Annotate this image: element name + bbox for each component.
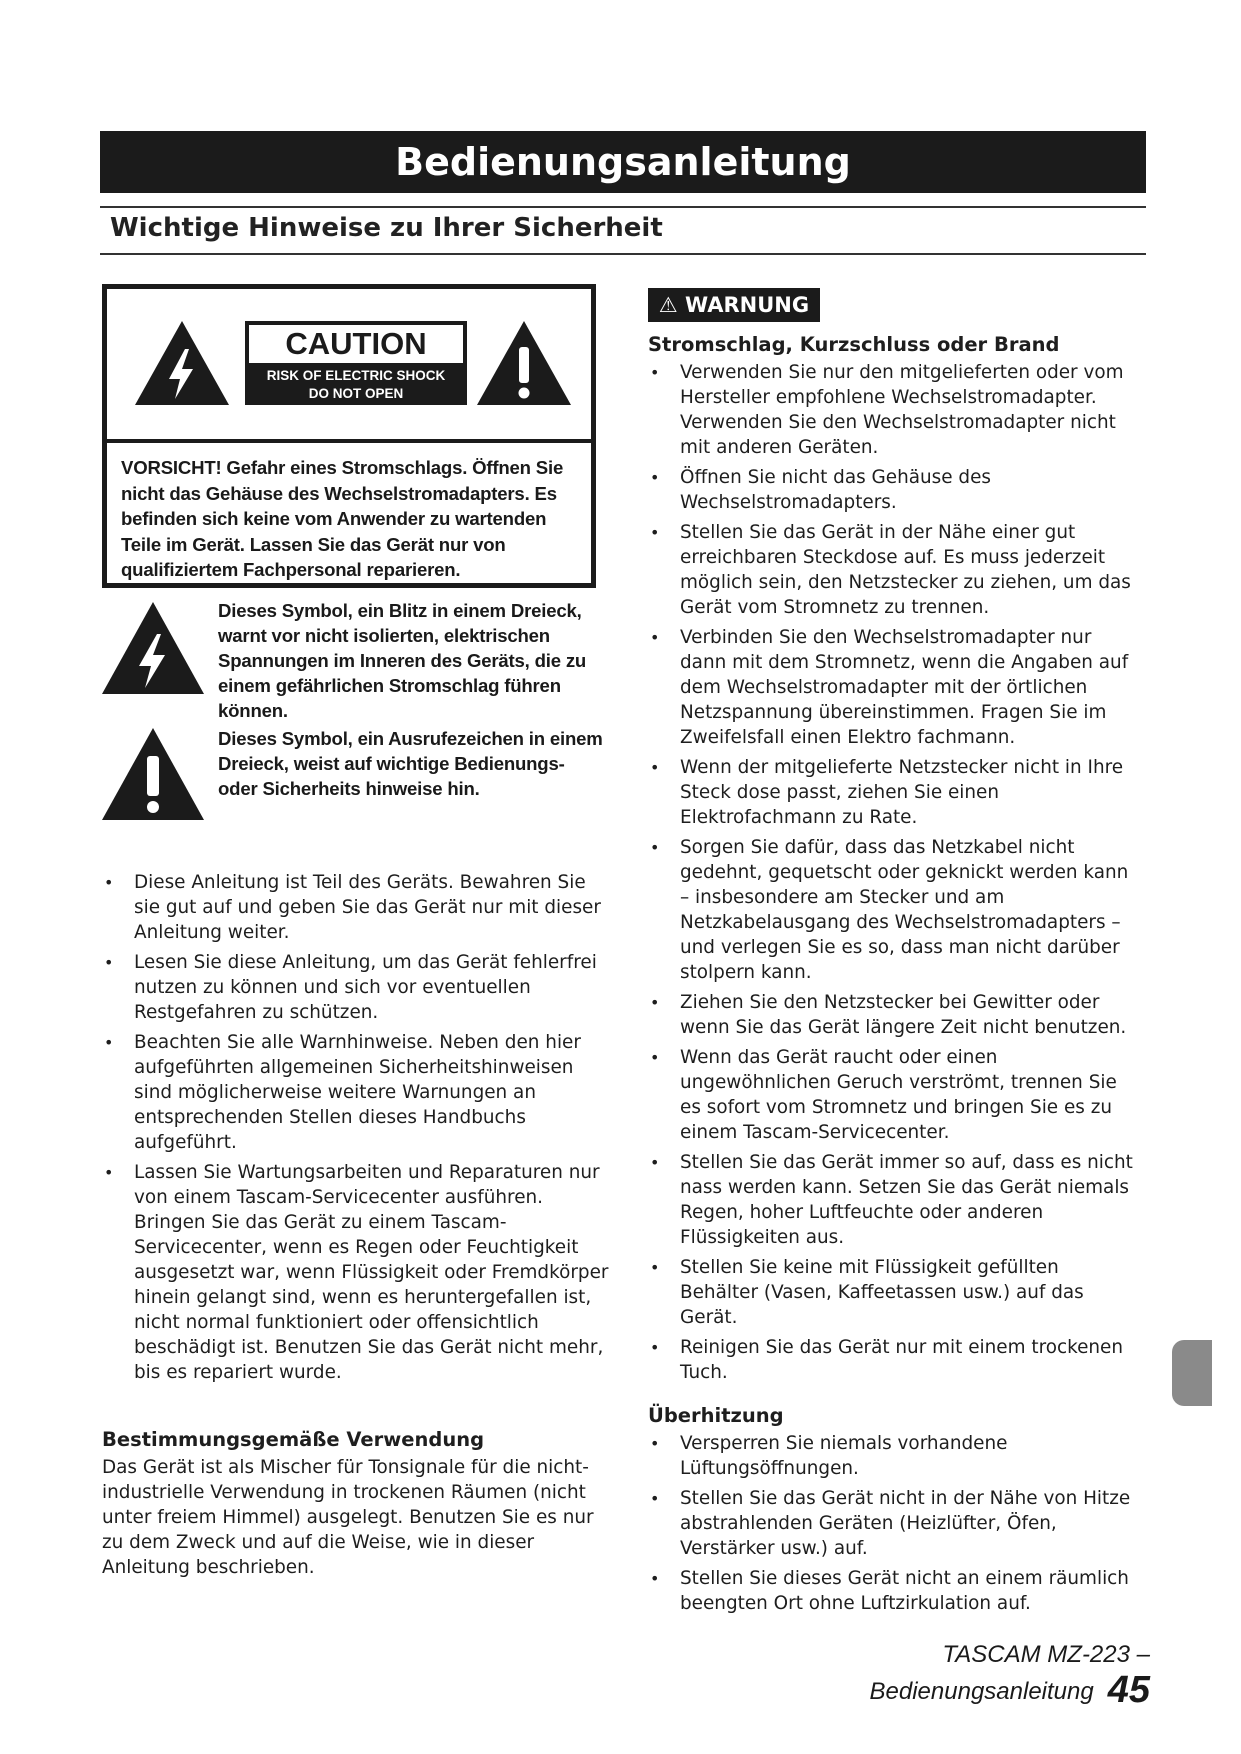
- footer-text: TASCAM MZ-223 – Bedienungsanleitung: [869, 1641, 1150, 1705]
- divider-bottom: [100, 253, 1146, 255]
- overheating-section: [648, 1403, 1138, 1621]
- list-item: • Versperren Sie niemals vorhandene Lüftungsöffnungen.: [648, 1431, 1138, 1481]
- page-footer: [670, 1641, 1150, 1712]
- caution-label: [245, 321, 467, 405]
- general-notes-list: [102, 870, 612, 1385]
- warning-triangle-icon: ⚠: [658, 293, 678, 317]
- caution-line-2: DO NOT OPEN: [308, 386, 404, 401]
- list-item: • Lassen Sie Wartungsarbeiten und Reparaturen nur von einem Tascam-Servicecenter ausführen. Bringen Sie das Gerät zu einem Tascam-Servicecenter, wenn es Regen oder Feuchtigkeit ausgesetzt war, wenn Flüssigkeit oder Fremdkörper hinein gelangt sind, wenn es heruntergefallen ist, nicht normal funktioniert oder offensichtlich beschädigt ist. Benutzen Sie das Gerät nicht mehr, bis es repariert wurde.: [102, 1160, 612, 1385]
- lightning-symbol-text: Dieses Symbol, ein Blitz in einem Dreieck, warnt vor nicht isolierten, elektrischen Spannungen im Inneren des Geräts, die zu einem gefährlichen Stromschlag führen können.: [218, 600, 587, 721]
- section-tab-marker: [1172, 1340, 1212, 1406]
- page-title: Bedienungsanleitung: [100, 131, 1146, 193]
- list-item: • Beachten Sie alle Warnhinweise. Neben den hier aufgeführten allgemeinen Sicherheitshinweisen sind möglicherweise weitere Warnungen an entsprechenden Stellen dieses Handbuchs aufgeführt.: [102, 1030, 612, 1155]
- warning-badge: [648, 288, 820, 322]
- list-item: • Lesen Sie diese Anleitung, um das Gerät fehlerfrei nutzen zu können und sich vor eventuellen Restgefahren zu schützen.: [102, 950, 612, 1025]
- list-item: • Stellen Sie das Gerät in der Nähe einer gut erreichbaren Steckdose auf. Es muss jederzeit möglich sein, den Netzstecker zu ziehen, um das Gerät vom Stromnetz zu trennen.: [648, 520, 1138, 620]
- list-item: • Stellen Sie das Gerät immer so auf, dass es nicht nass werden kann. Setzen Sie das Gerät niemals Regen, hoher Luftfeuchte oder anderen Flüssigkeiten aus.: [648, 1150, 1138, 1250]
- page-number: 45: [1107, 1669, 1150, 1711]
- warning-badge-label: WARNUNG: [685, 293, 810, 317]
- list-item: • Wenn der mitgelieferte Netzstecker nicht in Ihre Steck dose passt, ziehen Sie einen Elektrofachmann zu Rate.: [648, 755, 1138, 830]
- warning-section: [648, 332, 1138, 1390]
- intended-use-heading: Bestimmungsgemäße Verwendung: [102, 1428, 485, 1451]
- caution-line-1: RISK OF ELECTRIC SHOCK: [266, 368, 446, 383]
- overheating-list: [648, 1431, 1138, 1616]
- list-item: • Sorgen Sie dafür, dass das Netzkabel nicht gedehnt, gequetscht oder geknickt werden kann – insbesondere am Stecker und am Netzkabelausgang des Wechselstromadapters – und verlegen Sie es so, dass man nicht darüber stolpern kann.: [648, 835, 1138, 985]
- list-item: • Stellen Sie keine mit Flüssigkeit gefüllten Behälter (Vasen, Kaffeetassen usw.) auf das Gerät.: [648, 1255, 1138, 1330]
- exclamation-symbol-icon: [100, 726, 206, 822]
- intended-use-text: Das Gerät ist als Mischer für Tonsignale für die nicht-industrielle Verwendung in trockenen Räumen (nicht unter freiem Himmel) ausgelegt. Benutzen Sie es nur zu dem Zweck und auf die Weise, wie in dieser Anleitung beschrieben.: [102, 1457, 594, 1578]
- caution-header: [107, 289, 591, 443]
- shock-heading: Stromschlag, Kurzschluss oder Brand: [648, 333, 1060, 356]
- caution-box: [102, 284, 596, 588]
- list-item: • Stellen Sie das Gerät nicht in der Nähe von Hitze abstrahlenden Geräten (Heizlüfter, Öfen, Verstärker usw.) auf.: [648, 1486, 1138, 1561]
- overheating-heading: Überhitzung: [648, 1404, 784, 1427]
- shock-list: [648, 360, 1138, 1385]
- list-item: • Ziehen Sie den Netzstecker bei Gewitter oder wenn Sie das Gerät längere Zeit nicht benutzen.: [648, 990, 1138, 1040]
- list-item: • Öffnen Sie nicht das Gehäuse des Wechselstromadapters.: [648, 465, 1138, 515]
- lightning-symbol-icon: [100, 600, 206, 696]
- list-item: • Wenn das Gerät raucht oder einen ungewöhnlichen Geruch verströmt, trennen Sie es sofort vom Stromnetz und bringen Sie es zu einem Tascam-Servicecenter.: [648, 1045, 1138, 1145]
- list-item: • Reinigen Sie das Gerät nur mit einem trockenen Tuch.: [648, 1335, 1138, 1385]
- list-item: • Verwenden Sie nur den mitgelieferten oder vom Hersteller empfohlene Wechselstromadapter. Verwenden Sie den Wechselstromadapter nicht mit anderen Geräten.: [648, 360, 1138, 460]
- general-notes: [102, 870, 612, 1390]
- section-subtitle: Wichtige Hinweise zu Ihrer Sicherheit: [110, 213, 663, 243]
- lightning-triangle-icon: [133, 319, 231, 407]
- exclamation-symbol-text: Dieses Symbol, ein Ausrufezeichen in einem Dreieck, weist auf wichtige Bedienungs- oder Sicherheits hinweise hin.: [218, 728, 603, 799]
- caution-warning-text: VORSICHT! Gefahr eines Stromschlags. Öffnen Sie nicht das Gehäuse des Wechselstromadapters. Es befinden sich keine vom Anwender zu wartenden Teile im Gerät. Lassen Sie das Gerät nur von qualifiziertem Fachpersonal reparieren.: [121, 457, 564, 580]
- list-item: • Verbinden Sie den Wechselstromadapter nur dann mit dem Stromnetz, wenn die Angaben auf dem Wechselstromadapter mit der örtlichen Netzspannung übereinstimmen. Fragen Sie im Zweifelsfall einen Elektro fachmann.: [648, 625, 1138, 750]
- list-item: • Stellen Sie dieses Gerät nicht an einem räumlich beengten Ort ohne Luftzirkulation auf.: [648, 1566, 1138, 1616]
- caution-word: CAUTION: [249, 325, 463, 363]
- exclamation-triangle-icon: [475, 319, 573, 407]
- list-item: • Diese Anleitung ist Teil des Geräts. Bewahren Sie sie gut auf und geben Sie das Gerät nur mit dieser Anleitung weiter.: [102, 870, 612, 945]
- divider-top: [100, 206, 1146, 208]
